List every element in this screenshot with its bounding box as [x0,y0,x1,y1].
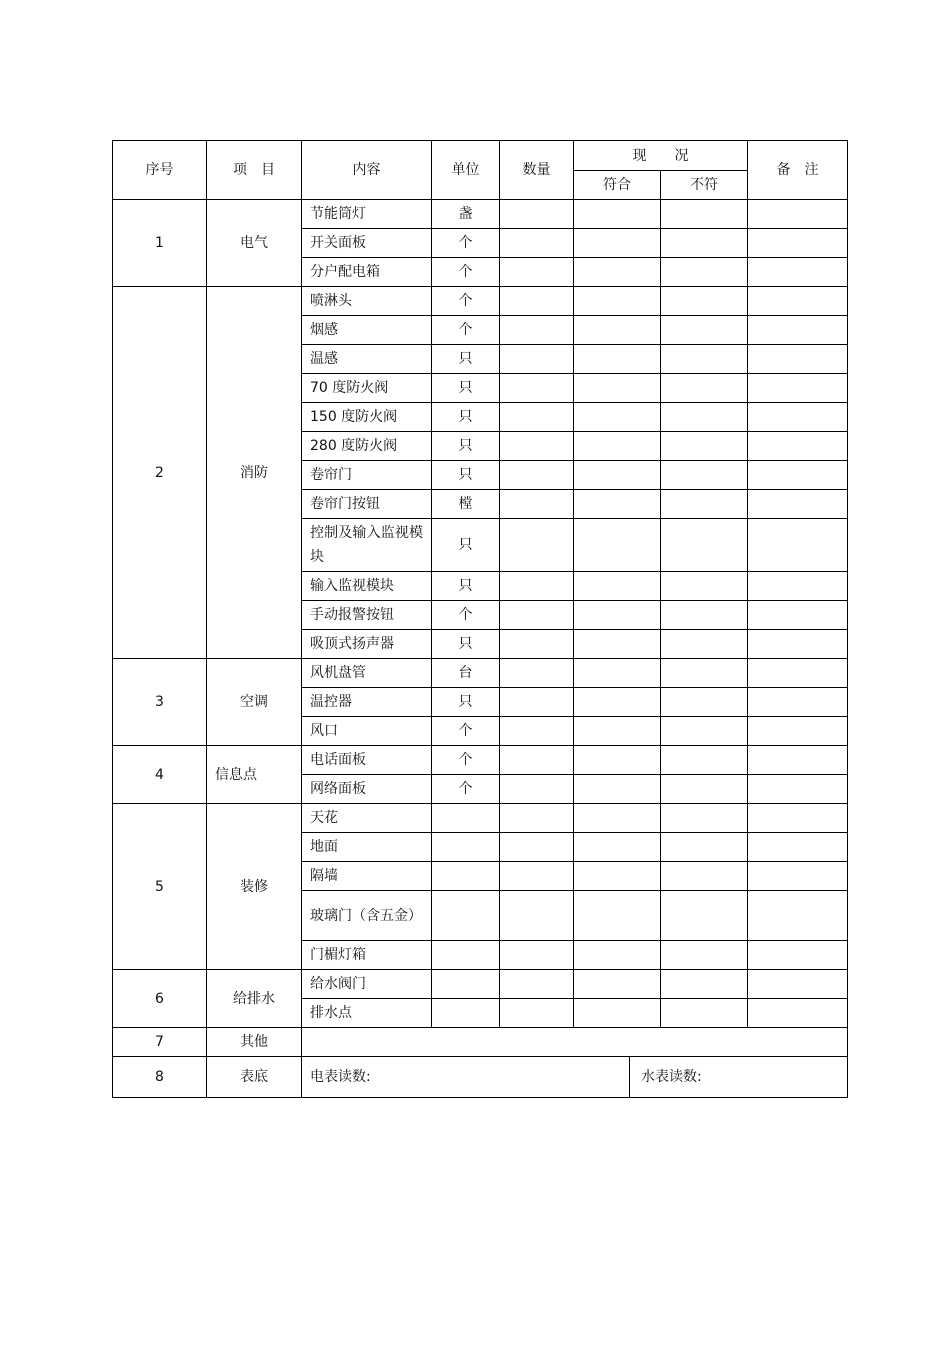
quantity-cell [500,432,574,461]
remark-cell [748,258,848,287]
row-content: 门楣灯箱 [302,941,432,970]
row-unit [432,941,500,970]
match-cell [574,316,661,345]
row-unit: 樘 [432,490,500,519]
row-seq: 6 [113,970,207,1028]
match-cell [574,630,661,659]
match-cell [574,403,661,432]
match-cell [574,374,661,403]
remark-cell [748,746,848,775]
match-cell [574,229,661,258]
row-content: 烟感 [302,316,432,345]
nomatch-cell [661,345,748,374]
remark-cell [748,345,848,374]
quantity-cell [500,601,574,630]
row-unit: 个 [432,316,500,345]
row-content: 风口 [302,717,432,746]
row-unit: 只 [432,630,500,659]
quantity-cell [500,403,574,432]
row-content: 280 度防火阀 [302,432,432,461]
header-content: 内容 [302,141,432,200]
quantity-cell [500,659,574,688]
header-quantity: 数量 [500,141,574,200]
remark-cell [748,403,848,432]
row-category: 表底 [207,1057,302,1098]
row-content: 网络面板 [302,775,432,804]
header-remark: 备 注 [748,141,848,200]
nomatch-cell [661,374,748,403]
row-seq: 4 [113,746,207,804]
table-row [113,1057,848,1098]
row-content: 温控器 [302,688,432,717]
remark-cell [748,601,848,630]
header-status: 现 况 [574,141,748,171]
nomatch-cell [661,519,748,572]
nomatch-cell [661,833,748,862]
remark-cell [748,891,848,941]
meter-cell [302,1057,848,1098]
header-seq: 序号 [113,141,207,200]
nomatch-cell [661,229,748,258]
match-cell [574,717,661,746]
row-seq: 8 [113,1057,207,1098]
quantity-cell [500,688,574,717]
remark-cell [748,461,848,490]
row-content: 150 度防火阀 [302,403,432,432]
row-seq: 3 [113,659,207,746]
remark-cell [748,688,848,717]
quantity-cell [500,229,574,258]
row-category: 给排水 [207,970,302,1028]
row-seq: 5 [113,804,207,970]
row-unit [432,891,500,941]
quantity-cell [500,746,574,775]
match-cell [574,891,661,941]
remark-cell [748,970,848,999]
quantity-cell [500,970,574,999]
row-content: 风机盘管 [302,659,432,688]
match-cell [574,287,661,316]
match-cell [574,519,661,572]
nomatch-cell [661,775,748,804]
nomatch-cell [661,461,748,490]
header-nomatch: 不符 [661,171,748,200]
match-cell [574,862,661,891]
quantity-cell [500,200,574,229]
remark-cell [748,862,848,891]
match-cell [574,688,661,717]
row-unit: 只 [432,461,500,490]
row-content: 手动报警按钮 [302,601,432,630]
row-content: 节能筒灯 [302,200,432,229]
nomatch-cell [661,746,748,775]
match-cell [574,746,661,775]
nomatch-cell [661,287,748,316]
row-content: 吸顶式扬声器 [302,630,432,659]
row-unit: 个 [432,746,500,775]
quantity-cell [500,941,574,970]
row-seq: 7 [113,1028,207,1057]
table-row [113,659,848,688]
row-content: 给水阀门 [302,970,432,999]
row-unit: 只 [432,688,500,717]
nomatch-cell [661,490,748,519]
remark-cell [748,519,848,572]
quantity-cell [500,999,574,1028]
table-row [113,200,848,229]
quantity-cell [500,287,574,316]
row-content: 喷淋头 [302,287,432,316]
quantity-cell [500,717,574,746]
row-content: 输入监视模块 [302,572,432,601]
row-content: 电话面板 [302,746,432,775]
row-unit [432,833,500,862]
nomatch-cell [661,432,748,461]
quantity-cell [500,374,574,403]
row-category: 电气 [207,200,302,287]
remark-cell [748,374,848,403]
nomatch-cell [661,999,748,1028]
nomatch-cell [661,804,748,833]
quantity-cell [500,862,574,891]
nomatch-cell [661,717,748,746]
quantity-cell [500,519,574,572]
row-unit: 个 [432,775,500,804]
match-cell [574,345,661,374]
quantity-cell [500,572,574,601]
row-unit: 只 [432,345,500,374]
quantity-cell [500,461,574,490]
remark-cell [748,572,848,601]
nomatch-cell [661,630,748,659]
remark-cell [748,833,848,862]
nomatch-cell [661,258,748,287]
row-content: 排水点 [302,999,432,1028]
quantity-cell [500,316,574,345]
quantity-cell [500,775,574,804]
table-row [113,746,848,775]
row-unit: 盏 [432,200,500,229]
row-unit: 个 [432,717,500,746]
row-unit [432,804,500,833]
remark-cell [748,775,848,804]
remark-cell [748,941,848,970]
nomatch-cell [661,200,748,229]
row-unit: 个 [432,229,500,258]
row-content: 玻璃门（含五金） [302,891,432,941]
row-content: 控制及输入监视模块 [302,519,432,572]
header-match: 符合 [574,171,661,200]
row-category: 其他 [207,1028,302,1057]
nomatch-cell [661,601,748,630]
quantity-cell [500,891,574,941]
nomatch-cell [661,862,748,891]
row-content: 天花 [302,804,432,833]
electric-meter-reading: 电表读数: [302,1057,630,1097]
quantity-cell [500,490,574,519]
table-row [113,1028,848,1057]
row-category: 消防 [207,287,302,659]
row-unit: 只 [432,374,500,403]
table-row [113,287,848,316]
row-category: 装修 [207,804,302,970]
row-unit [432,862,500,891]
other-blank-cell [302,1028,848,1057]
row-content: 卷帘门 [302,461,432,490]
row-content: 地面 [302,833,432,862]
nomatch-cell [661,403,748,432]
remark-cell [748,804,848,833]
row-category: 空调 [207,659,302,746]
row-content: 分户配电箱 [302,258,432,287]
quantity-cell [500,833,574,862]
remark-cell [748,200,848,229]
match-cell [574,833,661,862]
row-category: 信息点 [207,746,302,804]
nomatch-cell [661,941,748,970]
remark-cell [748,229,848,258]
row-content: 70 度防火阀 [302,374,432,403]
row-unit: 个 [432,258,500,287]
match-cell [574,775,661,804]
row-unit: 个 [432,287,500,316]
table-row [113,804,848,833]
nomatch-cell [661,891,748,941]
row-unit [432,970,500,999]
nomatch-cell [661,659,748,688]
match-cell [574,601,661,630]
remark-cell [748,659,848,688]
water-meter-reading: 水表读数: [641,1069,702,1085]
match-cell [574,659,661,688]
match-cell [574,432,661,461]
row-content: 温感 [302,345,432,374]
row-seq: 1 [113,200,207,287]
row-unit: 只 [432,572,500,601]
match-cell [574,999,661,1028]
quantity-cell [500,345,574,374]
row-content: 卷帘门按钮 [302,490,432,519]
quantity-cell [500,630,574,659]
nomatch-cell [661,970,748,999]
remark-cell [748,490,848,519]
match-cell [574,490,661,519]
row-unit: 个 [432,601,500,630]
remark-cell [748,999,848,1028]
row-content: 隔墙 [302,862,432,891]
row-unit [432,999,500,1028]
row-content: 开关面板 [302,229,432,258]
row-unit: 台 [432,659,500,688]
header-unit: 单位 [432,141,500,200]
row-unit: 只 [432,403,500,432]
header-item: 项 目 [207,141,302,200]
nomatch-cell [661,572,748,601]
remark-cell [748,432,848,461]
match-cell [574,970,661,999]
match-cell [574,258,661,287]
row-unit: 只 [432,519,500,572]
table-row [113,970,848,999]
remark-cell [748,287,848,316]
remark-cell [748,316,848,345]
quantity-cell [500,258,574,287]
row-seq: 2 [113,287,207,659]
inspection-table [112,140,848,1098]
match-cell [574,200,661,229]
row-unit: 只 [432,432,500,461]
match-cell [574,941,661,970]
nomatch-cell [661,688,748,717]
remark-cell [748,717,848,746]
match-cell [574,804,661,833]
match-cell [574,572,661,601]
match-cell [574,461,661,490]
nomatch-cell [661,316,748,345]
remark-cell [748,630,848,659]
quantity-cell [500,804,574,833]
